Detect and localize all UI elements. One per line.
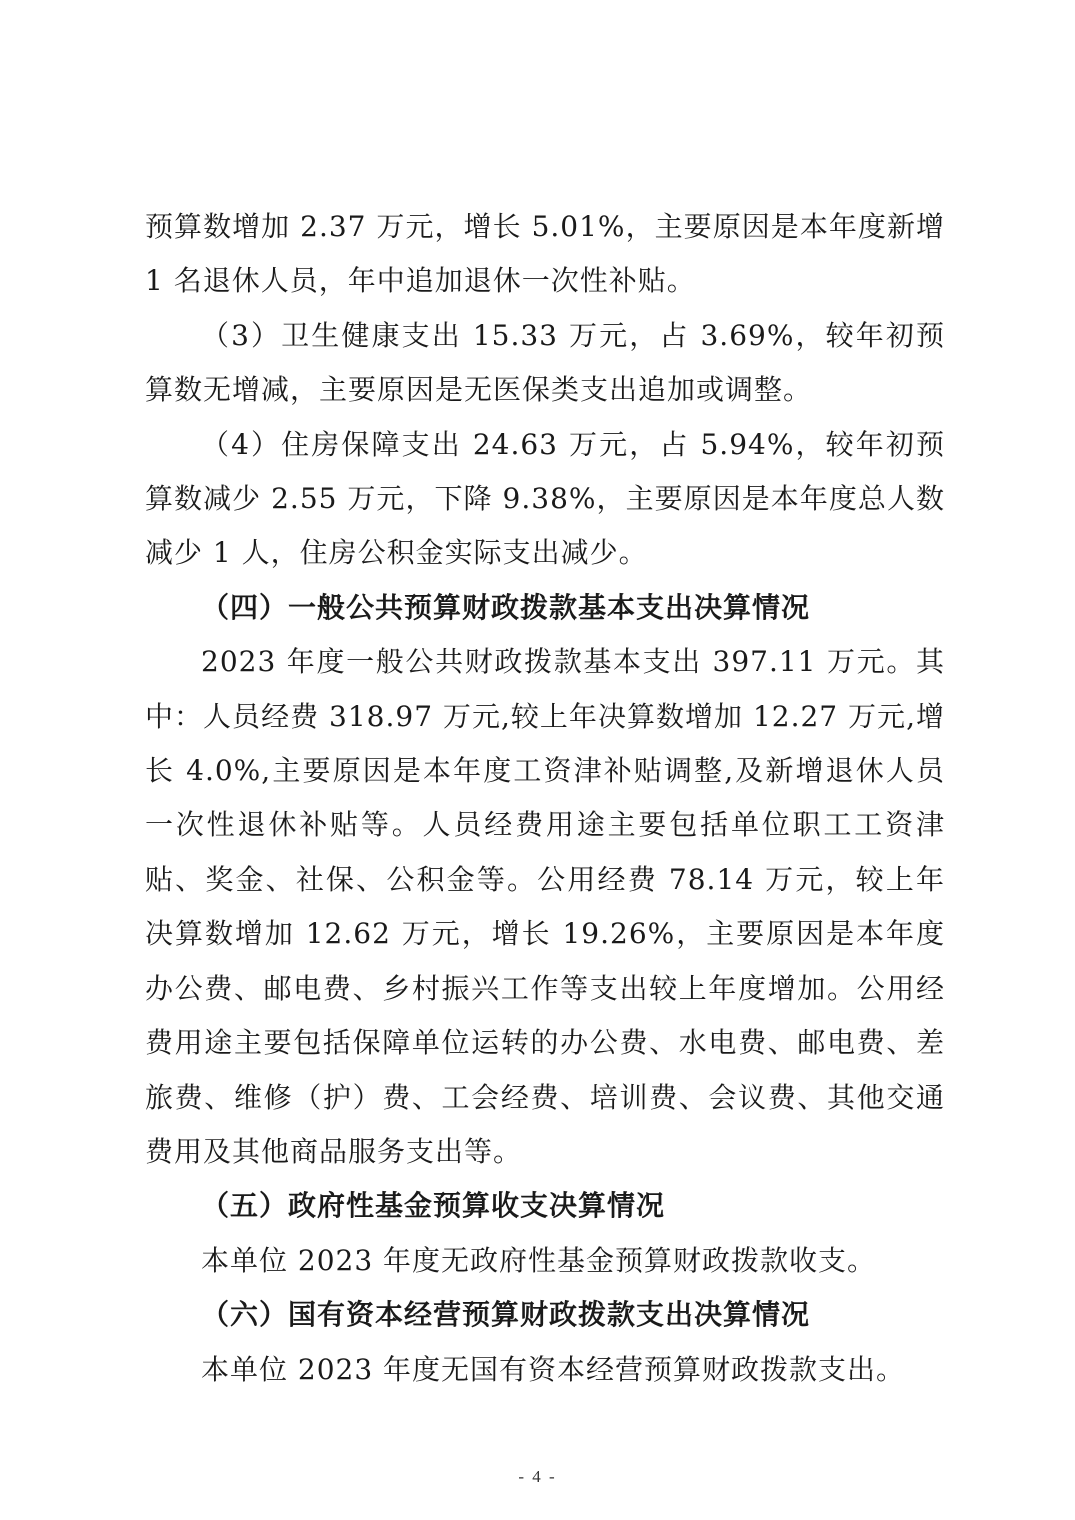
paragraph-housing-expenditure: （4）住房保障支出 24.63 万元，占 5.94%，较年初预算数减少 2.55 万元，下降 9.38%，主要原因是本年度总人数减少 1 人，住房公积金实际支出减少。 xyxy=(145,427,945,570)
document-body xyxy=(145,200,945,1397)
paragraph-government-fund: 本单位 2023 年度无政府性基金预算财政拨款收支。 xyxy=(201,1243,877,1277)
section-heading-state-capital: （六）国有资本经营预算财政拨款支出决算情况 xyxy=(201,1298,811,1332)
paragraph-pension-continued: 预算数增加 2.37 万元，增长 5.01%，主要原因是本年度新增 1 名退休人员，年中追加退休一次性补贴。 xyxy=(145,210,945,298)
section-heading-government-fund: （五）政府性基金预算收支决算情况 xyxy=(201,1189,666,1223)
paragraph-basic-expenditure: 2023 年度一般公共财政拨款基本支出 397.11 万元。其中：人员经费 318.97 万元,较上年决算数增加 12.27 万元,增长 4.0%,主要原因是本年度工资津补贴调整,及新增退休人员一次性退休补贴等。人员经费用途主要包括单位职工工资津贴、奖金、社保、公积金等。公用经费 78.14 万元，较上年决算数增加 12.62 万元，增长 19.26%，主要原因是本年度办公费、邮电费、乡村振兴工作等支出较上年度增加。公用经费用途主要包括保障单位运转的办公费、水电费、邮电费、差旅费、维修（护）费、工会经费、培训费、会议费、其他交通费用及其他商品服务支出等。 xyxy=(145,645,945,1168)
paragraph-health-expenditure: （3）卫生健康支出 15.33 万元，占 3.69%，较年初预算数无增减，主要原因是无医保类支出追加或调整。 xyxy=(145,318,945,407)
paragraph-state-capital: 本单位 2023 年度无国有资本经营预算财政拨款支出。 xyxy=(201,1352,906,1386)
section-heading-basic-expenditure: （四）一般公共预算财政拨款基本支出决算情况 xyxy=(201,590,811,624)
page-number: - 4 - xyxy=(518,1467,557,1486)
